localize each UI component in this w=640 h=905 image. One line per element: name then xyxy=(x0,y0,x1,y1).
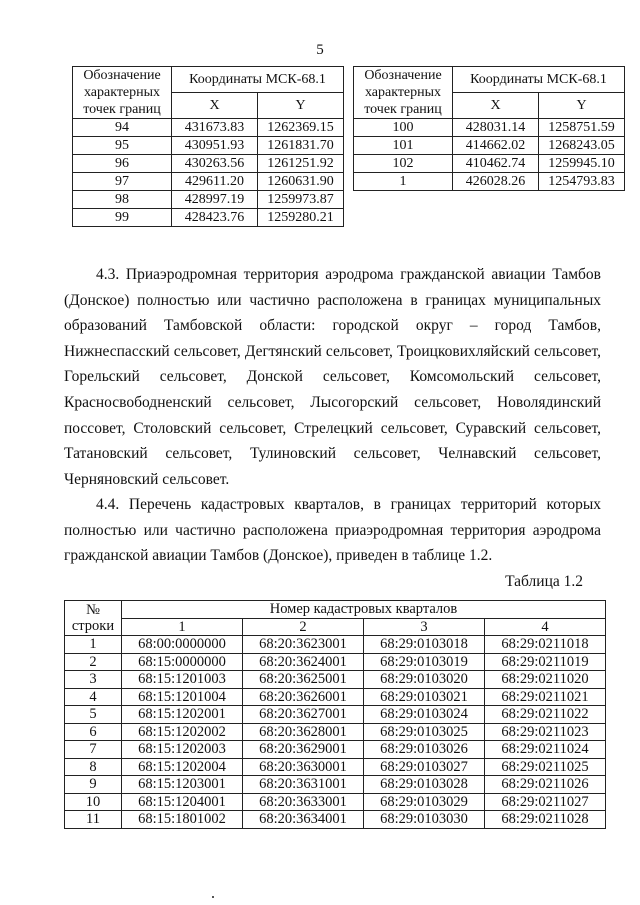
table-row xyxy=(73,173,344,191)
table-row xyxy=(354,119,625,137)
table-row xyxy=(65,776,606,794)
paragraph-4-4: 4.4. Перечень кадастровых кварталов, в границах территорий которых полностью или частично расположена приаэродромная территория аэродрома гражданской авиации Тамбов (Донское), приведен в таблице 1.2. xyxy=(64,496,601,565)
table-cell: 68:29:0103027 xyxy=(364,758,485,776)
table-cell: 68:15:1203001 xyxy=(122,776,243,794)
header-y: Y xyxy=(258,93,344,119)
table-row xyxy=(65,653,606,671)
table-cell: 68:29:0103029 xyxy=(364,793,485,811)
table-cell: 2 xyxy=(65,653,122,671)
table-cell: 7 xyxy=(65,741,122,759)
table-row xyxy=(65,723,606,741)
table-cell: 68:29:0211025 xyxy=(485,758,606,776)
table-cell: 1258751.59 xyxy=(539,119,625,137)
table-cell: 68:15:1801002 xyxy=(122,811,243,829)
table-cell: 68:29:0211019 xyxy=(485,653,606,671)
table-cell: 68:20:3630001 xyxy=(243,758,364,776)
table-cell: 1260631.90 xyxy=(258,173,344,191)
table-cell: 1259945.10 xyxy=(539,155,625,173)
coordinates-left-body xyxy=(73,119,344,227)
table-row xyxy=(73,119,344,137)
table-cell: 68:20:3623001 xyxy=(243,636,364,654)
table-cell: 429611.20 xyxy=(172,173,258,191)
table-cell: 68:15:1202002 xyxy=(122,723,243,741)
paragraph-4-3: 4.3. Приаэродромная территория аэродрома гражданской авиации Тамбов (Донское) полностью или частично расположена в границах муниципальных образований Тамбовской области: городской округ – город Тамбов, Нижнеспасский сельсовет, Дегтянский сельсовет, Троицковихляйский сельсовет, Горельский сельсовет, Донской сельсовет, Комсомольский сельсовет, Красносвободненский сельсовет, Лысогорский сельсовет, Новолядинский поссовет, Столовский сельсовет, Стрелецкий сельсовет, Суравский сельсовет, Татановский сельсовет, Тулиновский сельсовет, Челнавский сельсовет, Черняновский сельсовет. xyxy=(64,266,601,488)
table-cell: 428031.14 xyxy=(453,119,539,137)
table-cell: 68:20:3634001 xyxy=(243,811,364,829)
table-cell: 68:29:0103030 xyxy=(364,811,485,829)
table-cell: 68:20:3633001 xyxy=(243,793,364,811)
table-cell: 68:29:0103021 xyxy=(364,688,485,706)
table-cell: 68:29:0103028 xyxy=(364,776,485,794)
table-cell: 68:15:1204001 xyxy=(122,793,243,811)
table-cell: 68:20:3631001 xyxy=(243,776,364,794)
table-cell: 68:29:0211026 xyxy=(485,776,606,794)
table-cell: 68:29:0211018 xyxy=(485,636,606,654)
table-cell: 1 xyxy=(354,173,453,191)
table-cell: 1254793.83 xyxy=(539,173,625,191)
col-header-2: 2 xyxy=(243,618,364,636)
table-cell: 68:29:0211022 xyxy=(485,706,606,724)
table-cell: 99 xyxy=(73,209,172,227)
table-cell: 101 xyxy=(354,137,453,155)
table-cell: 97 xyxy=(73,173,172,191)
col-header-3: 3 xyxy=(364,618,485,636)
table-row xyxy=(354,155,625,173)
table-cell: 1268243.05 xyxy=(539,137,625,155)
header-cadastral-numbers: Номер кадастровых кварталов xyxy=(122,601,606,619)
table-cell: 68:00:0000000 xyxy=(122,636,243,654)
table-cell: 68:20:3627001 xyxy=(243,706,364,724)
page-number: 5 xyxy=(316,42,324,58)
table-cell: 1 xyxy=(65,636,122,654)
table-cell: 68:29:0103019 xyxy=(364,653,485,671)
col-header-1: 1 xyxy=(122,618,243,636)
table-cell: 68:29:0103020 xyxy=(364,671,485,689)
table-cell: 68:20:3624001 xyxy=(243,653,364,671)
table-cell: 98 xyxy=(73,191,172,209)
table-row xyxy=(73,137,344,155)
cadastral-table xyxy=(64,600,606,829)
header-coordinates: Координаты МСК-68.1 xyxy=(172,67,344,93)
table-cell: 68:29:0211023 xyxy=(485,723,606,741)
table-cell: 430951.93 xyxy=(172,137,258,155)
table-row xyxy=(73,155,344,173)
table-cell: 68:29:0103018 xyxy=(364,636,485,654)
table-cell: 426028.26 xyxy=(453,173,539,191)
table-cell: 68:15:1202004 xyxy=(122,758,243,776)
table-cell: 96 xyxy=(73,155,172,173)
header-points: Обозначение характерных точек границ xyxy=(354,67,453,119)
table-cell: 431673.83 xyxy=(172,119,258,137)
table-cell: 68:29:0103024 xyxy=(364,706,485,724)
table-cell: 428423.76 xyxy=(172,209,258,227)
table-row xyxy=(65,811,606,829)
table-cell: 68:15:0000000 xyxy=(122,653,243,671)
table-cell: 95 xyxy=(73,137,172,155)
table-caption: Таблица 1.2 xyxy=(505,573,583,590)
table-row xyxy=(73,209,344,227)
coordinates-table-left xyxy=(72,66,344,227)
header-row-number: № строки xyxy=(65,601,122,636)
table-cell: 6 xyxy=(65,723,122,741)
table-cell: 102 xyxy=(354,155,453,173)
table-row xyxy=(65,741,606,759)
table-cell: 410462.74 xyxy=(453,155,539,173)
header-coordinates: Координаты МСК-68.1 xyxy=(453,67,625,93)
table-cell: 68:29:0211028 xyxy=(485,811,606,829)
section-4-3 xyxy=(64,262,601,492)
scan-speck xyxy=(212,896,214,898)
table-cell: 68:15:1201003 xyxy=(122,671,243,689)
table-cell: 5 xyxy=(65,706,122,724)
table-cell: 68:15:1201004 xyxy=(122,688,243,706)
table-row xyxy=(65,688,606,706)
table-cell: 9 xyxy=(65,776,122,794)
table-cell: 68:29:0211027 xyxy=(485,793,606,811)
table-cell: 1259973.87 xyxy=(258,191,344,209)
table-row xyxy=(65,758,606,776)
table-cell: 68:15:1202003 xyxy=(122,741,243,759)
table-cell: 68:20:3629001 xyxy=(243,741,364,759)
section-4-4 xyxy=(64,492,601,569)
table-cell: 68:29:0211021 xyxy=(485,688,606,706)
table-cell: 68:29:0211024 xyxy=(485,741,606,759)
table-cell: 10 xyxy=(65,793,122,811)
table-cell: 4 xyxy=(65,688,122,706)
table-cell: 68:15:1202001 xyxy=(122,706,243,724)
col-header-4: 4 xyxy=(485,618,606,636)
table-cell: 68:29:0103025 xyxy=(364,723,485,741)
table-cell: 430263.56 xyxy=(172,155,258,173)
table-cell: 8 xyxy=(65,758,122,776)
table-cell: 414662.02 xyxy=(453,137,539,155)
cadastral-body xyxy=(65,636,606,829)
table-cell: 68:20:3628001 xyxy=(243,723,364,741)
table-cell: 1261831.70 xyxy=(258,137,344,155)
table-cell: 1262369.15 xyxy=(258,119,344,137)
table-cell: 100 xyxy=(354,119,453,137)
header-x: X xyxy=(453,93,539,119)
table-cell: 428997.19 xyxy=(172,191,258,209)
table-cell: 11 xyxy=(65,811,122,829)
table-row xyxy=(354,137,625,155)
table-cell: 3 xyxy=(65,671,122,689)
header-x: X xyxy=(172,93,258,119)
table-cell: 68:29:0211020 xyxy=(485,671,606,689)
table-row xyxy=(65,671,606,689)
table-cell: 68:20:3625001 xyxy=(243,671,364,689)
table-cell: 1261251.92 xyxy=(258,155,344,173)
table-cell: 94 xyxy=(73,119,172,137)
header-y: Y xyxy=(539,93,625,119)
table-cell: 68:20:3626001 xyxy=(243,688,364,706)
table-row xyxy=(73,191,344,209)
table-cell: 68:29:0103026 xyxy=(364,741,485,759)
table-row xyxy=(65,793,606,811)
table-row xyxy=(65,636,606,654)
header-points: Обозначение характерных точек границ xyxy=(73,67,172,119)
coordinates-right-body xyxy=(354,119,625,191)
table-cell: 1259280.21 xyxy=(258,209,344,227)
table-row xyxy=(65,706,606,724)
coordinates-table-right xyxy=(353,66,625,191)
table-row xyxy=(354,173,625,191)
